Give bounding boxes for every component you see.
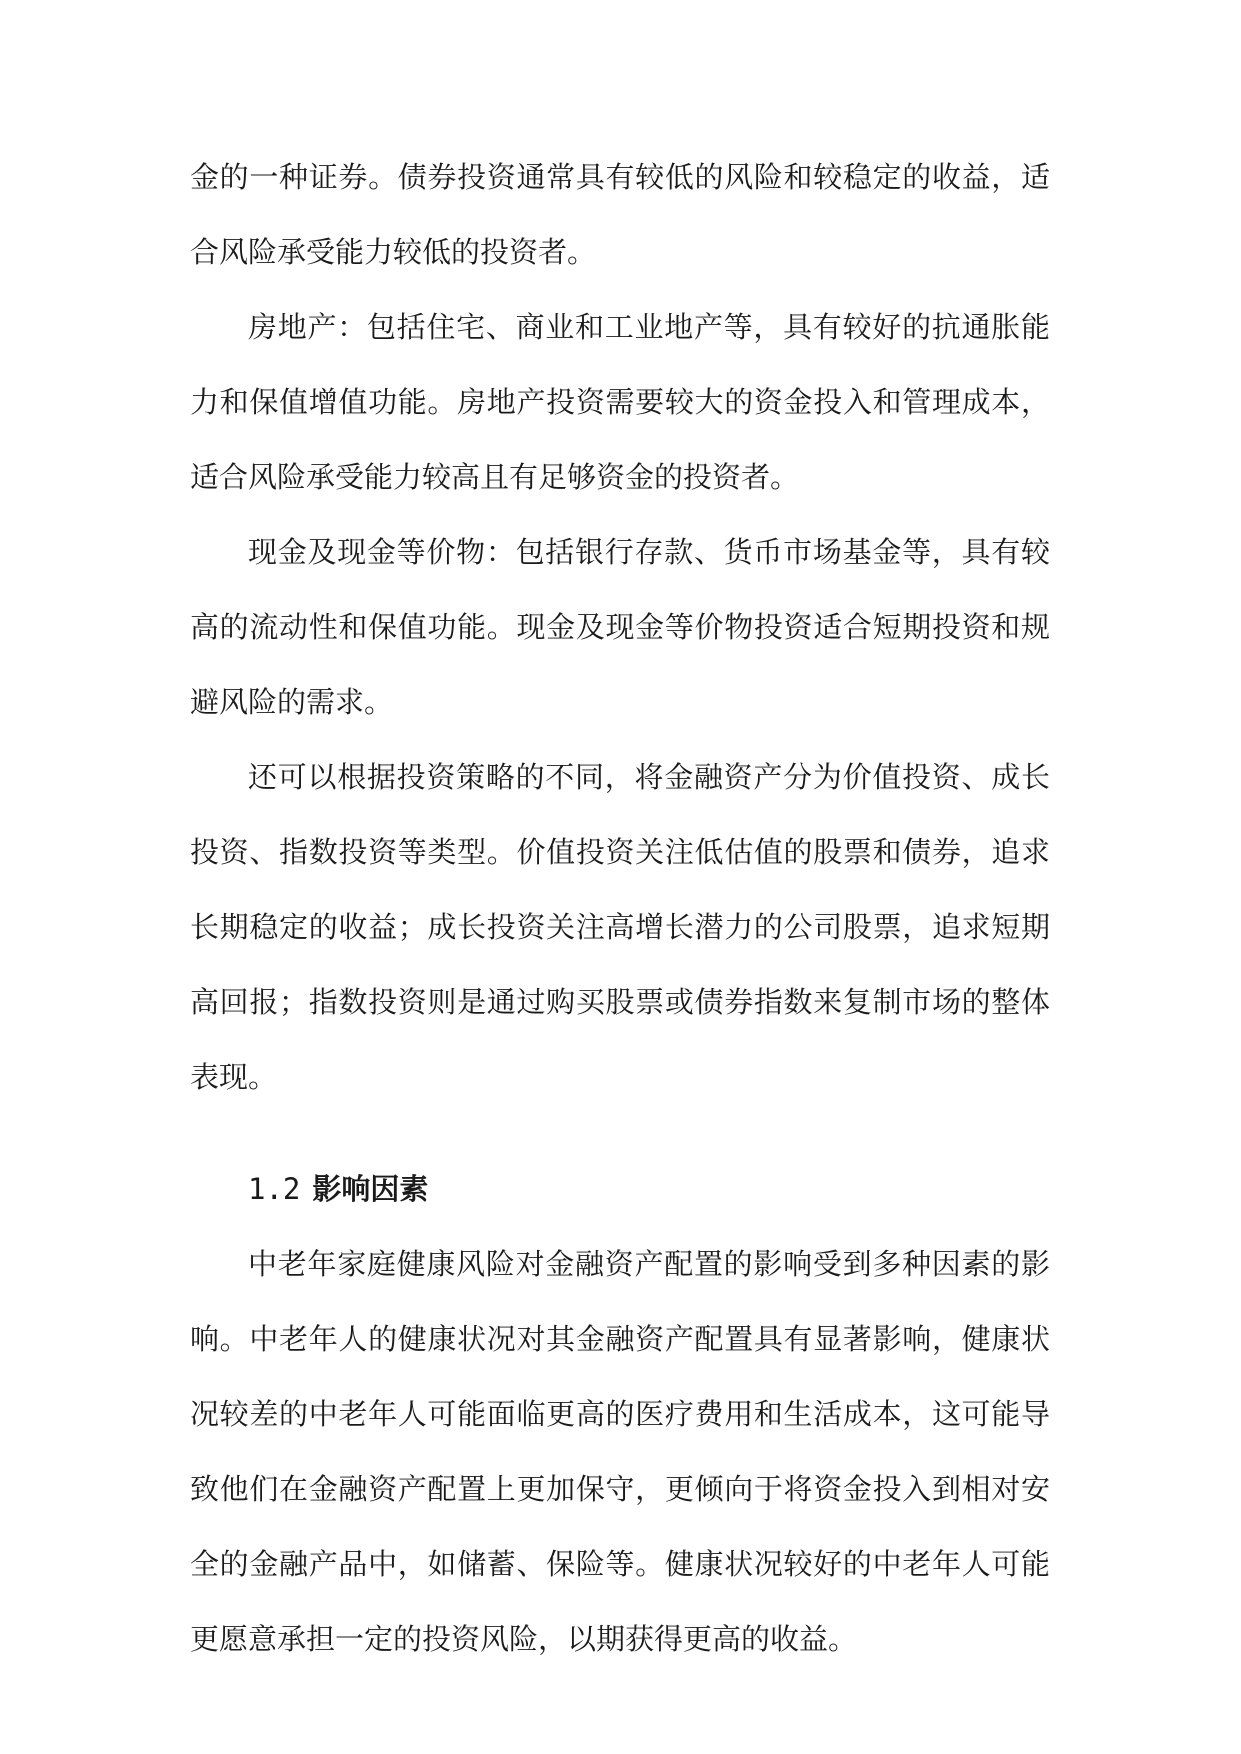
paragraph-influencing-factors: 中老年家庭健康风险对金融资产配置的影响受到多种因素的影响。中老年人的健康状况对其金融资产配置具有显著影响，健康状况较差的中老年人可能面临更高的医疗费用和生活成本，这可能导致他们在金融资产配置上更加保守，更倾向于将资金投入到相对安全的金融产品中，如储蓄、保险等。健康状况较好的中老年人可能更愿意承担一定的投资风险，以期获得更高的收益。 [190, 1247, 1050, 1656]
paragraph-investment-strategies: 还可以根据投资策略的不同，将金融资产分为价值投资、成长投资、指数投资等类型。价值投资关注低估值的股票和债券，追求长期稳定的收益；成长投资关注高增长潜力的公司股票，追求短期高回报；指数投资则是通过购买股票或债券指数来复制市场的整体表现。 [190, 760, 1050, 1094]
section-heading [248, 1152, 1050, 1227]
paragraph-cash-equivalents: 现金及现金等价物：包括银行存款、货币市场基金等，具有较高的流动性和保值功能。现金及现金等价物投资适合短期投资和规避风险的需求。 [190, 535, 1050, 719]
paragraph-bonds-continued: 金的一种证券。债券投资通常具有较低的风险和较稳定的收益，适合风险承受能力较低的投资者。 [190, 160, 1050, 269]
paragraph-real-estate: 房地产：包括住宅、商业和工业地产等，具有较好的抗通胀能力和保值增值功能。房地产投资需要较大的资金投入和管理成本，适合风险承受能力较高且有足够资金的投资者。 [190, 310, 1050, 494]
section-number: 1.2 [248, 1172, 301, 1206]
section-title: 影响因素 [312, 1172, 429, 1206]
document-body [190, 140, 1050, 1677]
